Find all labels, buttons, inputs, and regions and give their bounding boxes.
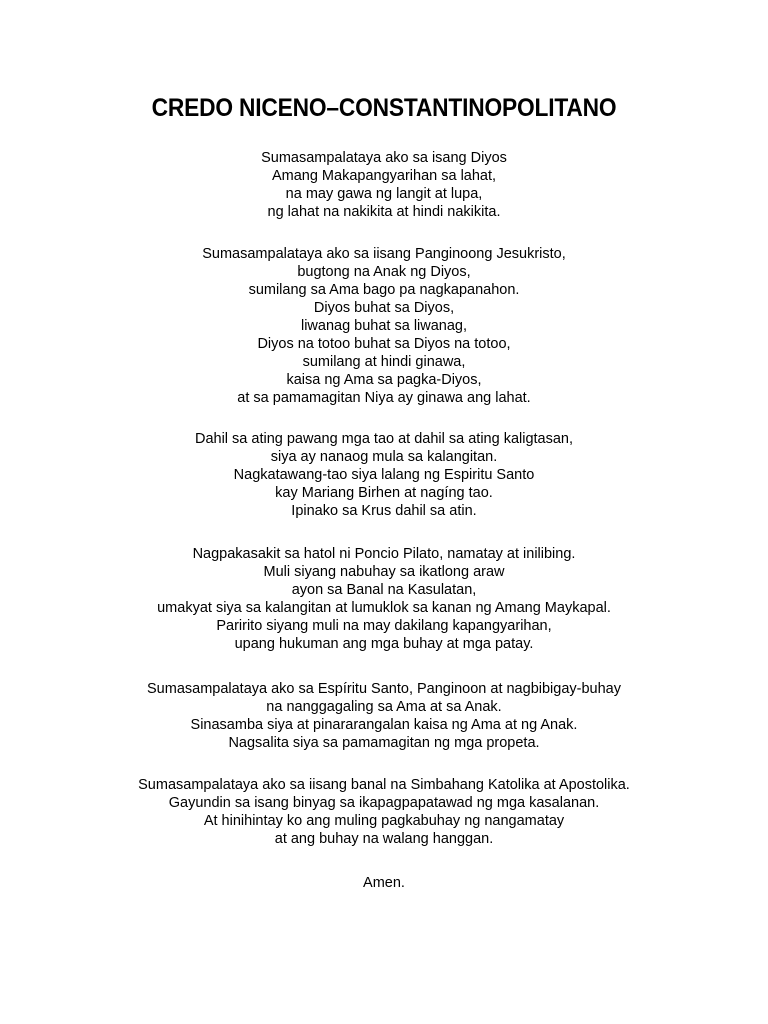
verse-line: ng lahat na nakikita at hindi nakikita. — [267, 204, 501, 220]
verse-line: At hinihintay ko ang muling pagkabuhay ng nangamatay — [203, 813, 565, 829]
verse-line: Nagpakasakit sa hatol ni Poncio Pilato, namatay at inilibing. — [192, 546, 576, 562]
verse-line: Nagkatawang-tao siya lalang ng Espiritu Santo — [233, 467, 535, 483]
stanza-5 — [0, 680, 768, 752]
verse-line: ayon sa Banal na Kasulatan, — [291, 582, 477, 598]
stanza-6 — [0, 776, 768, 848]
verse-line: Amang Makapangyarihan sa lahat, — [271, 168, 497, 184]
verse-line: Sumasampalataya ako sa isang Diyos — [261, 150, 507, 166]
verse-line: Dahil sa ating pawang mga tao at dahil sa ating kaligtasan, — [194, 431, 574, 447]
stanza-3 — [0, 430, 768, 520]
verse-line: Sumasampalataya ako sa iisang banal na Simbahang Katolika at Apostolika. — [138, 777, 630, 793]
verse-line: na may gawa ng langit at lupa, — [285, 186, 483, 202]
verse-line: sumilang sa Ama bago pa nagkapanahon. — [248, 282, 520, 298]
verse-line: at sa pamamagitan Niya ay ginawa ang lahat. — [237, 390, 531, 406]
verse-line: Ipinako sa Krus dahil sa atin. — [291, 503, 477, 519]
amen-line: Amen. — [363, 875, 405, 891]
verse-line: kay Mariang Birhen at nagíng tao. — [275, 485, 493, 501]
verse-line: sumilang at hindi ginawa, — [302, 354, 466, 370]
verse-line: Gayundin sa isang binyag sa ikapagpapatawad ng mga kasalanan. — [168, 795, 600, 811]
page-title: CREDO NICENO–CONSTANTINOPOLITANO — [151, 94, 617, 122]
verse-line: Sinasamba siya at pinararangalan kaisa ng Ama at ng Anak. — [190, 717, 578, 733]
stanza-4 — [0, 545, 768, 653]
stanza-amen — [0, 874, 768, 892]
verse-line: bugtong na Anak ng Diyos, — [297, 264, 471, 280]
verse-line: Paririto siyang muli na may dakilang kapangyarihan, — [216, 618, 552, 634]
verse-line: siya ay nanaog mula sa kalangitan. — [270, 449, 498, 465]
verse-line: liwanag buhat sa liwanag, — [300, 318, 468, 334]
stanza-1 — [0, 149, 768, 221]
verse-line: Diyos buhat sa Diyos, — [313, 300, 455, 316]
verse-line: Nagsalita siya sa pamamagitan ng mga propeta. — [228, 735, 540, 751]
verse-line: upang hukuman ang mga buhay at mga patay. — [234, 636, 534, 652]
verse-line: Diyos na totoo buhat sa Diyos na totoo, — [257, 336, 511, 352]
verse-line: kaisa ng Ama sa pagka-Diyos, — [286, 372, 482, 388]
verse-line: Sumasampalataya ako sa iisang Panginoong Jesukristo, — [202, 246, 566, 262]
verse-line: umakyat siya sa kalangitan at lumuklok sa kanan ng Amang Maykapal. — [157, 600, 611, 616]
verse-line: Muli siyang nabuhay sa ikatlong araw — [263, 564, 505, 580]
verse-line: na nanggagaling sa Ama at sa Anak. — [266, 699, 502, 715]
verse-line: Sumasampalataya ako sa Espíritu Santo, Panginoon at nagbibigay-buhay — [147, 681, 621, 697]
stanza-2 — [0, 245, 768, 407]
verse-line: at ang buhay na walang hanggan. — [274, 831, 494, 847]
